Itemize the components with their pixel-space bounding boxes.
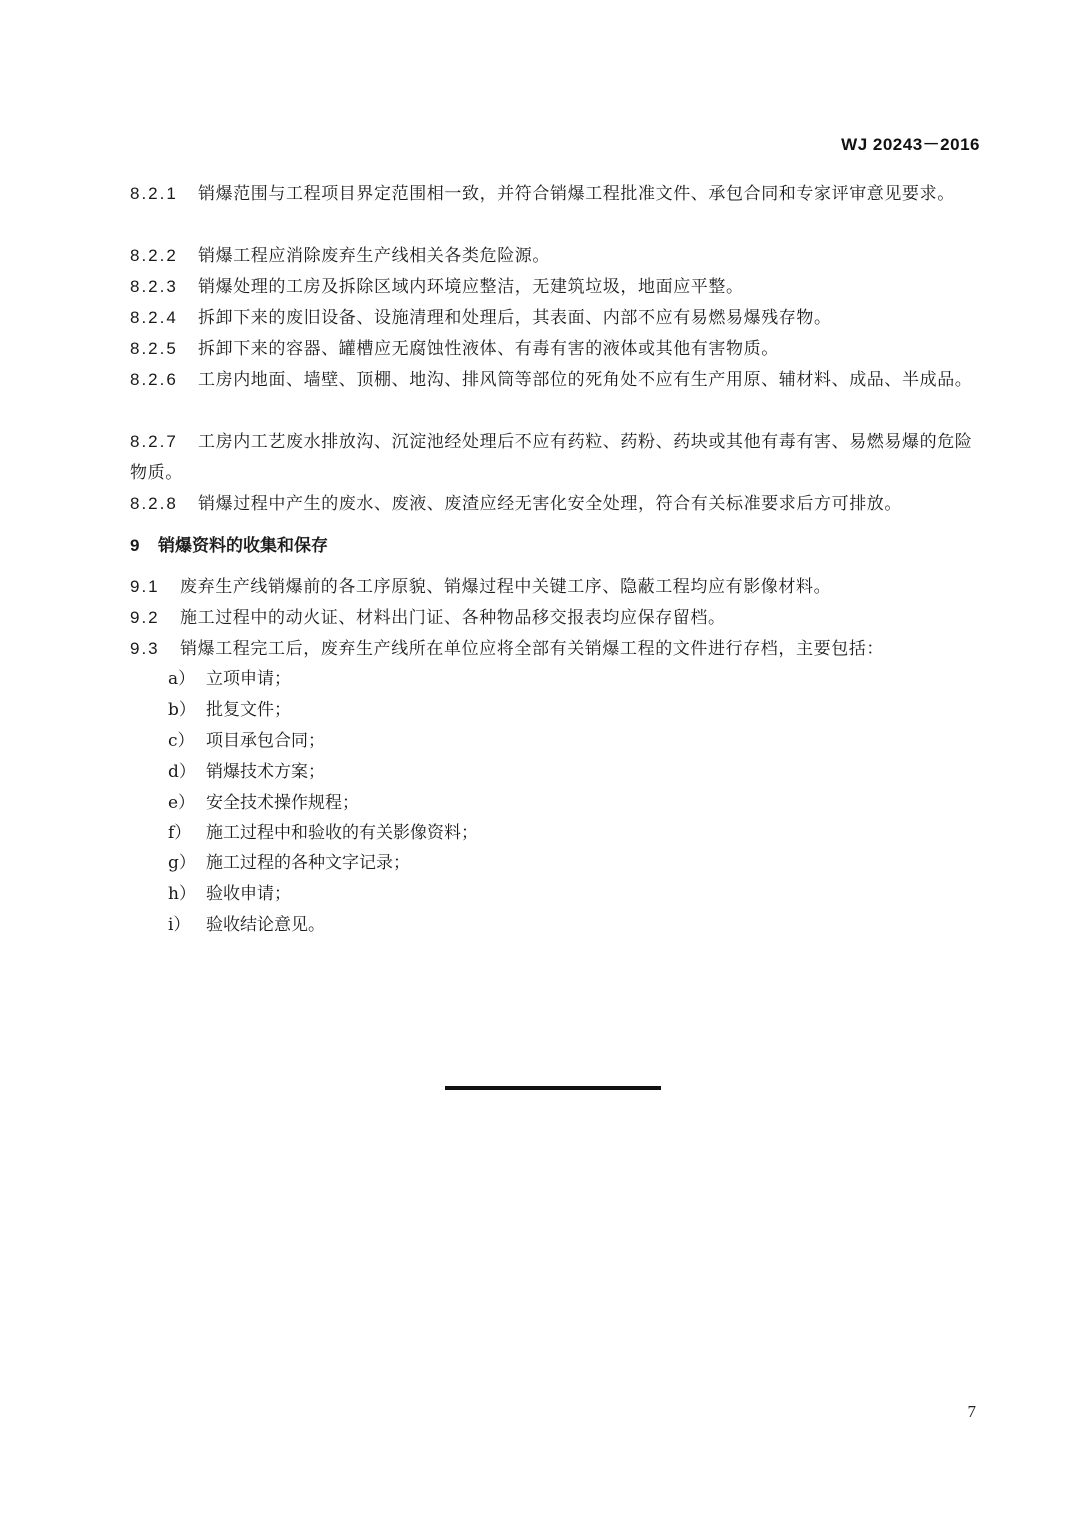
list-item-text: 施工过程中和验收的有关影像资料； [206,823,478,843]
clause-9-3 [130,633,980,665]
list-item-text: 安全技术操作规程； [206,793,359,813]
list-item-text: 验收申请； [206,884,291,904]
list-item [168,726,325,757]
list-item-text: 验收结论意见。 [206,915,325,935]
clause-text: 拆卸下来的废旧设备、设施清理和处理后，其表面、内部不应有易燃易爆残存物。 [198,308,832,328]
list-item-text: 批复文件； [206,700,291,720]
clause-text: 销爆工程应消除废弃生产线相关各类危险源。 [198,246,550,266]
list-marker: i） [168,915,191,935]
list-item [168,664,291,695]
list-item [168,910,325,941]
page-number: 7 [967,1402,976,1421]
list-item [168,879,291,910]
list-marker: g） [168,853,196,873]
clause-text: 销爆处理的工房及拆除区域内环境应整洁，无建筑垃圾，地面应平整。 [198,277,744,297]
section-title: 销爆资料的收集和保存 [158,536,328,556]
list-marker: b） [168,700,196,720]
list-item-text: 项目承包合同； [206,731,325,751]
clause-8-2-8 [130,488,980,520]
clause-number: 8.2.4 [130,308,178,327]
clause-8-2-6 [130,364,980,396]
list-item [168,757,325,788]
clause-text: 拆卸下来的容器、罐槽应无腐蚀性液体、有毒有害的液体或其他有害物质。 [198,339,779,359]
end-of-document-rule [445,1086,661,1090]
clause-8-2-5 [130,333,980,365]
clause-8-2-1 [130,178,980,210]
standard-code: WJ 20243－2016 [841,135,980,154]
clause-text: 施工过程中的动火证、材料出门证、各种物品移交报表均应保存留档。 [180,608,726,628]
list-marker: e） [168,793,196,813]
list-marker: h） [168,884,196,904]
clause-number: 8.2.6 [130,370,178,389]
clause-number: 8.2.3 [130,277,178,296]
clause-text: 废弃生产线销爆前的各工序原貌、销爆过程中关键工序、隐蔽工程均应有影像材料。 [180,577,832,597]
clause-text: 销爆范围与工程项目界定范围相一致，并符合销爆工程批准文件、承包合同和专家评审意见要求。 [198,184,955,204]
list-marker: d） [168,762,196,782]
clause-number: 8.2.1 [130,184,178,203]
list-item [168,788,359,819]
clause-9-2 [130,602,980,634]
clause-number: 9.1 [130,577,160,596]
list-marker: a） [168,669,196,689]
clause-8-2-4 [130,302,980,334]
clause-number: 9.2 [130,608,160,627]
section-number: 9 [130,536,140,555]
clause-8-2-2 [130,240,980,272]
list-item-text: 销爆技术方案； [206,762,325,782]
clause-number: 9.3 [130,639,160,658]
list-item [168,818,478,849]
list-marker: c） [168,731,195,751]
clause-text: 工房内地面、墙壁、顶棚、地沟、排风筒等部位的死角处不应有生产用原、辅材料、成品、半成品。 [198,370,973,390]
section-9-heading [130,530,328,562]
clause-8-2-7 [130,426,980,489]
list-item-text: 立项申请； [206,669,291,689]
list-marker: f） [168,823,192,843]
list-item [168,695,291,726]
clause-number: 8.2.5 [130,339,178,358]
clause-number: 8.2.8 [130,494,178,513]
list-item-text: 施工过程的各种文字记录； [206,853,410,873]
list-item [168,848,410,879]
clause-text: 销爆过程中产生的废水、废液、废渣应经无害化安全处理，符合有关标准要求后方可排放。 [198,494,902,514]
clause-8-2-3 [130,271,980,303]
clause-9-1 [130,571,980,603]
clause-number: 8.2.7 [130,432,178,451]
clause-number: 8.2.2 [130,246,178,265]
clause-text: 工房内工艺废水排放沟、沉淀池经处理后不应有药粒、药粉、药块或其他有毒有害、易燃易爆的危险物质。 [130,432,973,483]
clause-text: 销爆工程完工后，废弃生产线所在单位应将全部有关销爆工程的文件进行存档，主要包括： [180,639,884,659]
